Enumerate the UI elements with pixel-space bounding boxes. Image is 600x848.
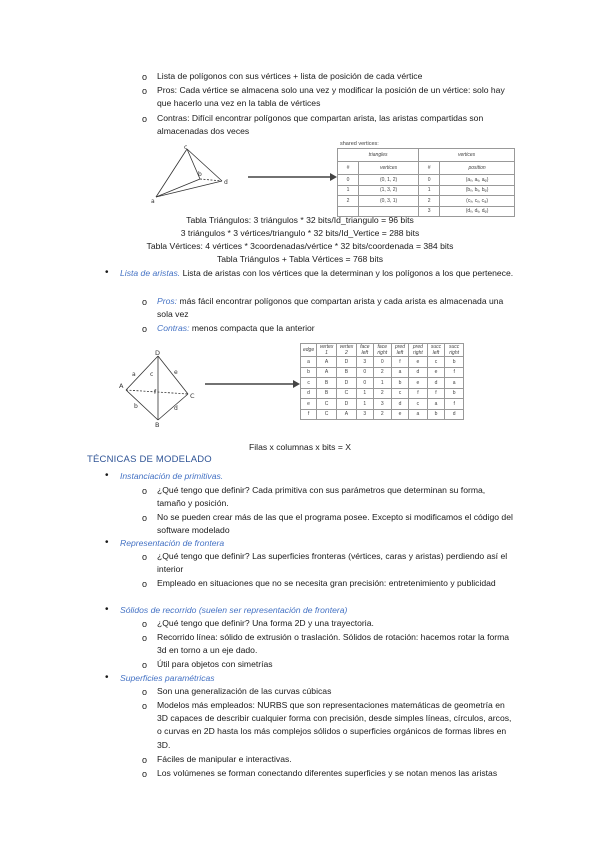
table-row xyxy=(301,399,464,410)
vertex-label: A xyxy=(119,382,124,390)
table-cell: 1 xyxy=(356,388,373,399)
table-cell: 1 xyxy=(419,185,440,196)
pros-label: Pros: xyxy=(157,296,178,306)
paragraph: Son una generalización de las curvas cúbicas xyxy=(157,686,332,696)
table-caption: shared vertices: xyxy=(340,141,379,147)
col-header: pred left xyxy=(391,344,408,357)
vertex-label: d xyxy=(224,179,228,186)
table-row xyxy=(338,162,515,175)
col-header: position xyxy=(440,162,515,175)
table-row xyxy=(338,175,515,186)
paragraph: Pros: Cada vértice se almacena solo una vez y modificar la posición de un vértice: solo hay que hacerlo una vez en la tabla de vértices xyxy=(157,85,505,109)
paragraph: Útil para objetos con simetrías xyxy=(157,659,273,669)
table-cell: a xyxy=(445,378,464,389)
table-cell: A xyxy=(317,357,337,368)
bullet-circle: o xyxy=(142,72,148,82)
table-cell: e xyxy=(427,367,445,378)
table-cell: D xyxy=(337,357,357,368)
table-cell: A xyxy=(337,409,357,420)
table-cell: d xyxy=(409,367,427,378)
paragraph-text: más fácil encontrar polígonos que compartan arista y cada arista es almacenada una sola vez xyxy=(157,296,504,320)
calc-line: 3 triángulos * 3 vértices/triangulo * 32 bits/Id_Vertice = 288 bits xyxy=(180,228,420,238)
pyramid-edge xyxy=(187,149,222,181)
table-cell: c xyxy=(391,388,408,399)
calc-line: Tabla Triángulos: 3 triángulos * 32 bits/Id_triangulo = 96 bits xyxy=(186,215,414,225)
col-header: face left xyxy=(356,344,373,357)
bullet-dot: • xyxy=(105,537,109,548)
table-cell: 0 xyxy=(419,175,440,186)
table-cell: C xyxy=(317,409,337,420)
bullet-circle: o xyxy=(142,86,148,96)
table-cell: 2 xyxy=(338,196,359,207)
calc-line: Tabla Triángulos + Tabla Vértices = 768 bits xyxy=(216,254,384,264)
table-cell: c xyxy=(409,399,427,410)
section-label: Sólidos de recorrido (suelen ser representación de frontera) xyxy=(120,605,348,615)
bullet-circle: o xyxy=(142,114,148,124)
table-cell: (0, 3, 1) xyxy=(359,196,419,207)
col-header: edge xyxy=(301,344,317,357)
vertex-label: C xyxy=(190,392,195,400)
section-label: Instanciación de primitivas. xyxy=(120,471,224,481)
table-cell: a xyxy=(409,409,427,420)
table-row xyxy=(301,344,464,357)
table-row xyxy=(338,196,515,207)
bullet-circle: o xyxy=(142,769,148,779)
pyramid-diagram xyxy=(150,143,240,205)
edge-label: d xyxy=(174,405,178,412)
table-cell: d xyxy=(445,409,464,420)
table-cell: 0 xyxy=(356,367,373,378)
table-cell: e xyxy=(409,378,427,389)
paragraph: Modelos más empleados: NURBS que son representaciones matemáticas de geometría en 3D capaces de describir cualquier forma con precisión, desde simples líneas, círculos, arcos, o curvas en 2D hasta los más complejos sólidos o superficies orgánicos de formas libres en 3D. xyxy=(157,700,512,750)
arrow-right-icon xyxy=(248,172,338,182)
table-cell: B xyxy=(337,367,357,378)
table-cell: D xyxy=(337,378,357,389)
bullet-circle: o xyxy=(142,552,148,562)
table-cell: f xyxy=(445,399,464,410)
bullet-dot: • xyxy=(105,604,109,615)
edge-label: e xyxy=(174,369,178,376)
edge-label: b xyxy=(134,403,138,410)
table-cell: a xyxy=(391,367,408,378)
shared-vertices-table xyxy=(337,148,515,217)
col-header: vertex 2 xyxy=(337,344,357,357)
paragraph: ¿Qué tengo que definir? Una forma 2D y una trayectoria. xyxy=(157,618,374,628)
table-cell: 0 xyxy=(356,378,373,389)
table-cell: c xyxy=(427,357,445,368)
table-cell: (cₓ, cᵧ, cᵩ) xyxy=(440,196,515,207)
tetrahedron-diagram xyxy=(118,348,208,428)
col-header: face right xyxy=(373,344,391,357)
bullet-dot: • xyxy=(105,470,109,481)
paragraph: Recorrido línea: sólido de extrusión o traslación. Sólidos de rotación: hacemos rotar la forma 3d en torno a un eje dado. xyxy=(157,632,510,656)
paragraph xyxy=(120,267,515,280)
paragraph-text: menos compacta que la anterior xyxy=(189,323,315,333)
calc-line: Tabla Vértices: 4 vértices * 3coordenadas/vértice * 32 bits/coordenada = 384 bits xyxy=(146,241,454,251)
table-row xyxy=(301,357,464,368)
table-cell: 1 xyxy=(356,399,373,410)
group-header: vertices xyxy=(419,149,515,162)
bullet-circle: o xyxy=(142,324,148,334)
table-cell: 2 xyxy=(373,367,391,378)
paragraph-text: Lista de aristas con los vértices que la determinan y los polígonos a los que pertenece. xyxy=(180,268,514,278)
table-cell: b xyxy=(445,388,464,399)
table-cell: d xyxy=(301,388,317,399)
table-cell: D xyxy=(337,399,357,410)
table-cell: f xyxy=(391,357,408,368)
bullet-circle: o xyxy=(142,297,148,307)
paragraph: Fáciles de manipular e interactivas. xyxy=(157,754,292,764)
table-cell: 3 xyxy=(373,399,391,410)
pyramid-edge xyxy=(156,149,187,197)
bullet-circle: o xyxy=(142,486,148,496)
table-cell: C xyxy=(337,388,357,399)
bullet-circle: o xyxy=(142,755,148,765)
table-cell: e xyxy=(391,409,408,420)
table-cell: C xyxy=(317,399,337,410)
table-cell: e xyxy=(409,357,427,368)
section-label: Superficies paramétricas xyxy=(120,673,215,683)
contras-label: Contras: xyxy=(157,323,190,333)
edge-label: f xyxy=(154,389,157,396)
vertex-label: B xyxy=(155,421,160,428)
table-cell: 0 xyxy=(338,175,359,186)
table-cell: e xyxy=(301,399,317,410)
table-cell: f xyxy=(301,409,317,420)
arrow-right-icon xyxy=(205,379,301,389)
col-header: vertices xyxy=(359,162,419,175)
table-cell: 1 xyxy=(338,185,359,196)
table-cell: d xyxy=(391,399,408,410)
table-cell: 1 xyxy=(373,378,391,389)
paragraph xyxy=(157,295,515,321)
col-header: # xyxy=(419,162,440,175)
bullet-circle: o xyxy=(142,660,148,670)
table-cell: f xyxy=(445,367,464,378)
paragraph xyxy=(157,322,515,335)
bullet-circle: o xyxy=(142,633,148,643)
col-header: pred right xyxy=(409,344,427,357)
paragraph: Empleado en situaciones que no se necesita gran precisión: entretenimiento y publicidad xyxy=(157,578,496,588)
table-cell: (0, 1, 2) xyxy=(359,175,419,186)
table-cell: 0 xyxy=(373,357,391,368)
group-header: triangles xyxy=(338,149,419,162)
table-cell: (dₓ, dᵧ, dᵩ) xyxy=(440,206,515,217)
bullet-dot: • xyxy=(105,267,109,278)
table-cell: a xyxy=(301,357,317,368)
vertex-label: D xyxy=(155,349,161,357)
paragraph: ¿Qué tengo que definir? Las superficies fronteras (vértices, caras y aristas) perdiendo así el interior xyxy=(157,551,508,575)
bullet-circle: o xyxy=(142,513,148,523)
section-label: Lista de aristas. xyxy=(120,268,181,278)
table-cell: 3 xyxy=(356,409,373,420)
edge-label: c xyxy=(150,371,154,378)
edge-label: a xyxy=(132,371,136,378)
col-header: succ left xyxy=(427,344,445,357)
section-heading: TÉCNICAS DE MODELADO xyxy=(87,454,212,465)
table-row xyxy=(301,409,464,420)
table-row xyxy=(338,185,515,196)
edge-table xyxy=(300,343,464,420)
table-cell: 2 xyxy=(419,196,440,207)
table-row xyxy=(301,367,464,378)
table-cell: 2 xyxy=(373,388,391,399)
table-row xyxy=(301,378,464,389)
col-header: succ right xyxy=(445,344,464,357)
col-header: # xyxy=(338,162,359,175)
diagram-edge xyxy=(126,390,188,394)
table-cell: (bₓ, bᵧ, bᵩ) xyxy=(440,185,515,196)
table-cell: c xyxy=(301,378,317,389)
col-header: vertex 1 xyxy=(317,344,337,357)
table-row xyxy=(338,149,515,162)
table-cell: b xyxy=(427,409,445,420)
table-cell: A xyxy=(317,367,337,378)
table-cell: d xyxy=(427,378,445,389)
table-cell: b xyxy=(391,378,408,389)
pyramid-edge xyxy=(200,179,222,181)
paragraph: ¿Qué tengo que definir? Cada primitiva con sus parámetros que determinan su forma, tamaño y posición. xyxy=(157,485,486,509)
vertex-label: a xyxy=(151,198,155,205)
vertex-label: b xyxy=(198,171,202,178)
paragraph: No se pueden crear más de las que el programa posee. Excepto si modificamos el código del software modelado xyxy=(157,512,513,536)
diagram-edge xyxy=(158,356,188,394)
table-cell: 3 xyxy=(419,206,440,217)
formula-line: Filas x columnas x bits = X xyxy=(249,442,351,452)
section-label: Representación de frontera xyxy=(120,538,225,548)
table-cell: f xyxy=(409,388,427,399)
table-row xyxy=(301,388,464,399)
table-cell: b xyxy=(445,357,464,368)
table-cell: a xyxy=(427,399,445,410)
table-cell: (aₓ, aᵧ, aᵩ) xyxy=(440,175,515,186)
table-cell: B xyxy=(317,388,337,399)
table-cell: 2 xyxy=(373,409,391,420)
table-cell: (1, 3, 2) xyxy=(359,185,419,196)
table-cell: b xyxy=(301,367,317,378)
diagram-edge xyxy=(158,394,188,420)
paragraph: Lista de polígonos con sus vértices + lista de posición de cada vértice xyxy=(157,71,423,81)
bullet-circle: o xyxy=(142,687,148,697)
bullet-dot: • xyxy=(105,672,109,683)
table-cell: f xyxy=(427,388,445,399)
bullet-circle: o xyxy=(142,619,148,629)
paragraph: Los volúmenes se forman conectando diferentes superficies y se notan menos las aristas xyxy=(157,768,498,778)
bullet-circle: o xyxy=(142,701,148,711)
table-cell: B xyxy=(317,378,337,389)
vertex-label: c xyxy=(184,144,188,151)
bullet-circle: o xyxy=(142,579,148,589)
paragraph: Contras: Difícil encontrar polígonos que compartan arista, las aristas compartidas son almacenadas dos veces xyxy=(157,113,484,137)
table-cell: 3 xyxy=(356,357,373,368)
